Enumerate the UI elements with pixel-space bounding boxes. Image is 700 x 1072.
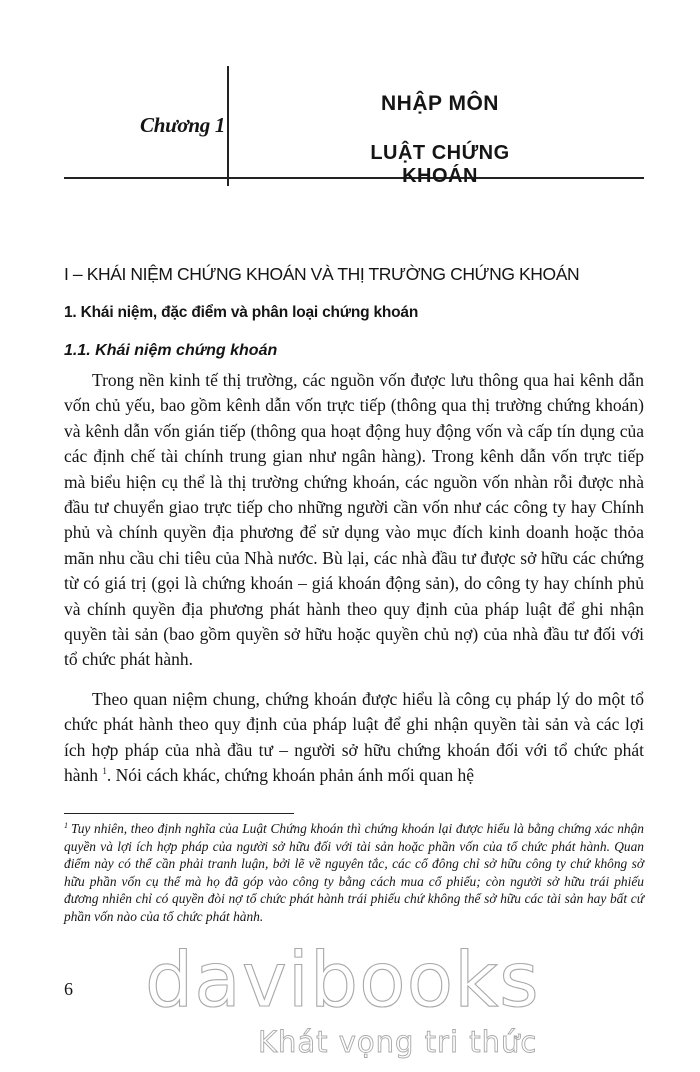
chapter-label: Chương 1 <box>140 113 226 137</box>
watermark-logo: davibooks <box>145 935 540 1024</box>
paragraph-2-text: Theo quan niệm chung, chứng khoán được hiểu là công cụ pháp lý do một tổ chức phát hành theo quy định của pháp luật để ghi nhận quyền tài sản và các lợi ích hợp pháp của nhà đầu tư – người sở hữu chứng khoán đối với tổ chức phát hành <box>64 689 644 786</box>
footnote-text: Tuy nhiên, theo định nghĩa của Luật Chứng khoán thì chứng khoán lại được hiểu là bằng chứng xác nhận quyền và lợi ích hợp pháp của người sở hữu đối với tài sản hoặc phần vốn của tổ chức phát hành. Quan điểm này có thể cần phải tranh luận, bởi lẽ về nguyên tắc, các cổ đông chỉ sở hữu công ty chứ không sở hữu phần vốn cụ thể mà họ đã góp vào công ty bằng cách mua cổ phiếu; còn người sở hữu trái phiếu đương nhiên chỉ có quyền đòi nợ tổ chức phát hành trái phiếu chứ không thể sở hữu các tài sản hay bất cứ phần vốn nào của tổ chức phát hành. <box>64 821 644 924</box>
subsection-heading: 1. Khái niệm, đặc điểm và phân loại chứng khoán <box>64 304 419 321</box>
chapter-title-line1: NHẬP MÔN <box>381 92 499 115</box>
paragraph-2-continuation: . Nói cách khác, chứng khoán phản ánh mối quan hệ <box>106 765 475 786</box>
chapter-title-line2: LUẬT CHỨNG KHOÁN <box>370 142 510 187</box>
subsubsection-heading: 1.1. Khái niệm chứng khoán <box>64 342 278 359</box>
page-number: 6 <box>64 979 73 999</box>
footnote-separator <box>64 813 294 814</box>
footnote-reference[interactable]: 1 <box>102 766 107 777</box>
section-heading: I – KHÁI NIỆM CHỨNG KHOÁN VÀ THỊ TRƯỜNG CHỨNG KHOÁN <box>64 264 580 284</box>
paragraph-2 <box>64 687 644 789</box>
footnote-marker: 1 <box>64 820 68 830</box>
watermark-tagline: Khát vọng tri thức <box>258 1025 538 1059</box>
footnote <box>64 820 644 926</box>
chapter-vertical-rule <box>227 66 229 186</box>
paragraph-1: Trong nền kinh tế thị trường, các nguồn vốn được lưu thông qua hai kênh dẫn vốn chủ yếu, bao gồm kênh dẫn vốn trực tiếp (thông qua thị trường chứng khoán) và kênh dẫn vốn gián tiếp (thông qua hoạt động huy động vốn và cấp tín dụng của các định chế tài chính trung gian như ngân hàng). Trong kênh dẫn vốn trực tiếp mà biểu hiện cụ thể là thị trường chứng khoán, các nguồn vốn nhàn rỗi được nhà đầu tư chuyển giao trực tiếp cho những người cần vốn như các công ty hay Chính phủ và chính quyền địa phương để sử dụng vào mục đích kinh doanh hoặc thỏa mãn nhu cầu chi tiêu của Nhà nước. Bù lại, các nhà đầu tư được sở hữu các chứng từ có giá trị (gọi là chứng khoán – giá khoán động sản), do công ty hay chính phủ và chính quyền địa phương phát hành theo quy định của pháp luật để ghi nhận quyền tài sản (bao gồm quyền sở hữu hoặc quyền chủ nợ) của nhà đầu tư đối với tổ chức phát hành. <box>64 370 644 670</box>
